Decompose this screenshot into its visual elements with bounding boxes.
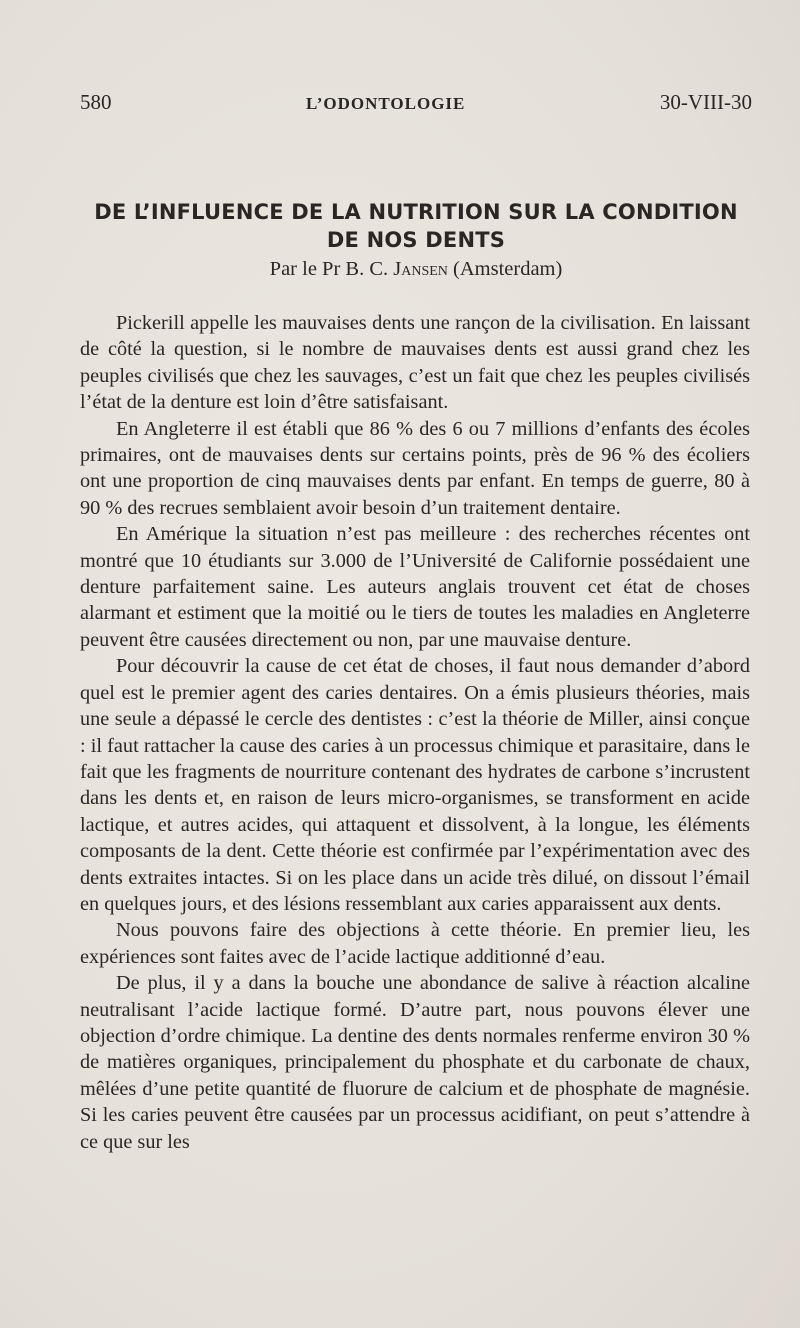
author-name: Jansen — [393, 258, 448, 280]
article-body — [80, 310, 750, 1155]
byline-prefix: Par le Pr B. C. — [269, 258, 389, 280]
paragraph: Pickerill appelle les mauvaises dents une rançon de la civilisation. En laissant de côté la question, si le nombre de mauvaises dents est aussi grand chez les peuples civilisés que chez les sauvages, c’est un fait que chez les peuples civilisés l’état de la denture est loin d’être satisfaisant. — [80, 312, 750, 414]
paragraph: En Amérique la situation n’est pas meilleure : des recherches récentes ont montré que 10 étudiants sur 3.000 de l’Université de Californie possédaient une denture parfaitement saine. Les auteurs anglais trouvent cet état de choses alarmant et estiment que la moitié ou le tiers de toutes les maladies en Angleterre peuvent être causées directement ou non, par une mauvaise denture. — [80, 523, 750, 651]
paragraph: Nous pouvons faire des objections à cette théorie. En premier lieu, les expériences sont faites avec de l’acide lactique additionné d’eau. — [80, 919, 750, 968]
paragraph: De plus, il y a dans la bouche une abondance de salive à réaction alcaline neutralisant l’acide lactique formé. D’autre part, nous pouvons élever une objection d’ordre chimique. La dentine des dents normales renferme environ 30 % de matières organiques, principalement du phosphate et du carbonate de chaux, mêlées d’une petite quantité de fluorure de calcium et de phosphate de magnésie. Si les caries peuvent être causées par un processus acidifiant, on peut s’attendre à ce que sur les — [80, 972, 750, 1153]
title-line-2: DE NOS DENTS — [326, 228, 506, 252]
paragraph: Pour découvrir la cause de cet état de choses, il faut nous demander d’abord quel est le premier agent des caries dentaires. On a émis plusieurs théories, mais une seule a dépassé le cercle des dentistes : c’est la théorie de Miller, ainsi conçue : il faut rattacher la cause des caries à un processus chimique et parasitaire, dans le fait que les fragments de nourriture contenant des hydrates de carbone s’incrustent dans les dents et, en raison de leurs micro-organismes, se transforment en acide lactique, et autres acides, qui attaquent et dissolvent, à la longue, les éléments composants de la dent. Cette théorie est confirmée par l’expérimentation avec des dents extraites intactes. Si on les place dans un acide très dilué, on dissout l’émail en quelques jours, et des lésions ressemblant aux caries apparaissent aux dents. — [80, 655, 750, 915]
byline — [80, 258, 752, 281]
byline-affiliation: (Amsterdam) — [453, 258, 563, 280]
article-title — [78, 198, 754, 254]
running-head — [80, 90, 752, 115]
page-number: 580 — [80, 90, 112, 114]
paragraph: En Angleterre il est établi que 86 % des 6 ou 7 millions d’enfants des écoles primaires, ont de mauvaises dents sur certains points, près de 96 % des écoliers ont une proportion de cinq mauvaises dents par enfant. En temps de guerre, 80 à 90 % des recrues semblaient avoir besoin d’un traitement dentaire. — [80, 417, 750, 519]
journal-name: L’ODONTOLOGIE — [305, 94, 466, 113]
title-line-1: DE L’INFLUENCE DE LA NUTRITION SUR LA CONDITION — [94, 200, 738, 224]
issue-date: 30-VIII-30 — [659, 90, 752, 114]
